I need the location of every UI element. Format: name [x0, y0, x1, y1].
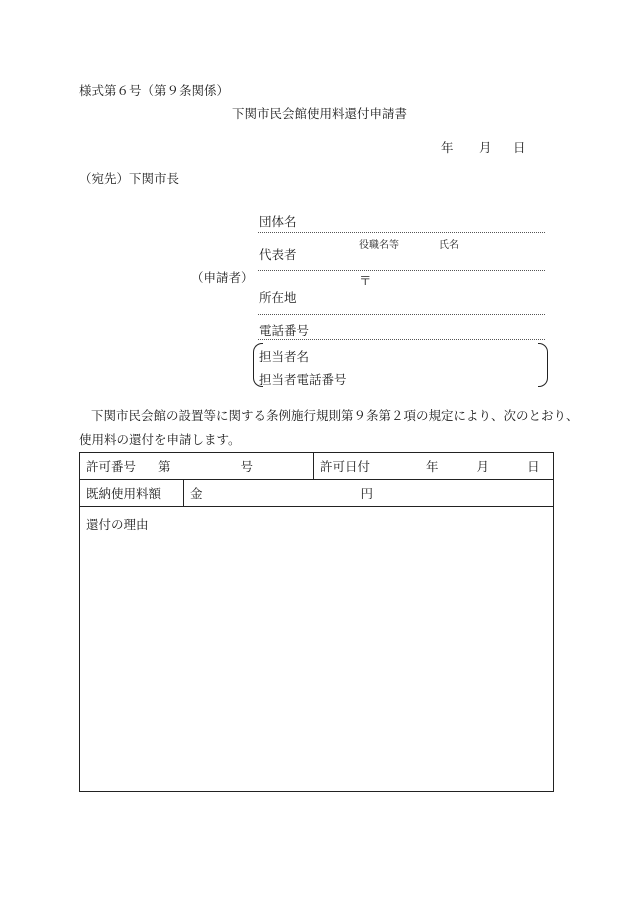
refund-table — [79, 452, 554, 792]
table-row-reason — [80, 507, 554, 792]
permit-number-prefix: 第 — [158, 459, 171, 474]
phone-line — [258, 339, 545, 340]
date-month-label: 月 — [479, 140, 492, 155]
reason-cell — [80, 507, 554, 792]
page-title: 下関市民会館使用料還付申請書 — [232, 106, 408, 121]
table-row-permit — [80, 453, 554, 480]
name-label: 氏名 — [439, 240, 459, 251]
contact-phone-label: 担当者電話番号 — [259, 372, 347, 387]
table-row-fee — [80, 480, 554, 507]
group-name-line — [258, 232, 545, 233]
permit-number-label: 許可番号 — [86, 459, 137, 474]
contact-bracket-right — [538, 343, 548, 387]
permit-date-day: 日 — [527, 459, 540, 474]
phone-label: 電話番号 — [259, 323, 310, 338]
permit-number-cell — [80, 453, 314, 480]
permit-date-year: 年 — [426, 459, 439, 474]
permit-date-cell — [314, 453, 554, 480]
contact-person-label: 担当者名 — [259, 349, 310, 364]
address-label: 所在地 — [259, 290, 297, 305]
position-title-label: 役職名等 — [359, 240, 399, 251]
postal-mark: 〒 — [359, 273, 372, 288]
addressee: （宛先）下関市長 — [79, 171, 180, 186]
permit-date-month: 月 — [476, 459, 490, 474]
body-text-line-2: 使用料の還付を申請します。 — [79, 432, 241, 447]
currency-prefix: 金 — [190, 486, 203, 501]
currency-suffix: 円 — [360, 486, 374, 501]
permit-number-suffix: 号 — [240, 459, 254, 474]
representative-label: 代表者 — [259, 247, 297, 262]
form-number: 様式第６号（第９条関係） — [79, 83, 230, 98]
address-line — [258, 314, 545, 315]
date-day-label: 日 — [513, 140, 526, 155]
permit-date-label: 許可日付 — [320, 459, 371, 474]
date-year-label: 年 — [441, 140, 454, 155]
paid-fee-cell — [184, 480, 554, 507]
representative-line — [258, 270, 545, 271]
paid-fee-label: 既納使用料額 — [80, 480, 184, 507]
body-text-line-1: 下関市民会館の設置等に関する条例施行規則第９条第２項の規定により、次のとおり、 — [91, 408, 579, 423]
group-name-label: 団体名 — [259, 214, 297, 229]
applicant-label: （申請者） — [191, 270, 254, 285]
reason-label: 還付の理由 — [86, 517, 149, 532]
